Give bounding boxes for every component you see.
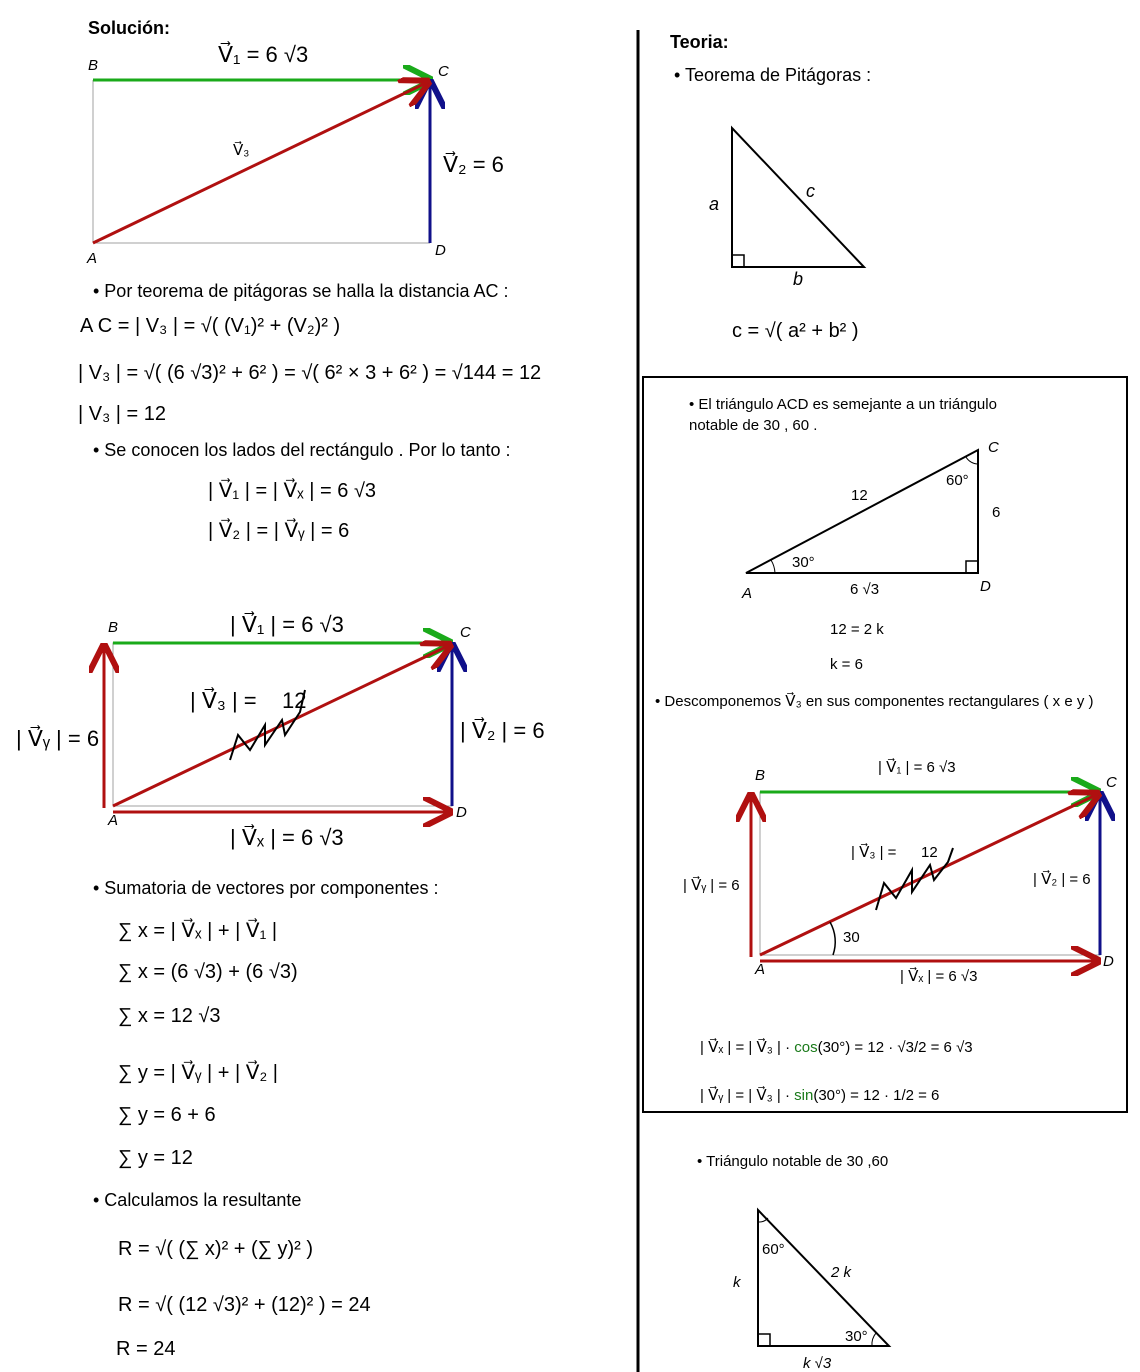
svg-text:V⃗₃: V⃗₃ (233, 142, 250, 159)
notable-triangle (733, 1210, 889, 1372)
svg-text:6: 6 (992, 504, 1001, 521)
bullet-resultant: • Calculamos la resultante (93, 1190, 302, 1210)
svg-text:| V⃗₃ | =: | V⃗₃ | = (190, 688, 257, 713)
vector-diagram-2 (16, 611, 545, 850)
svg-text:V⃗₁ = 6 √3: V⃗₁ = 6 √3 (218, 42, 309, 67)
sin-lhs: | V⃗ᵧ | = | V⃗₃ | · (700, 1087, 790, 1104)
equation-vy-sin (700, 1086, 939, 1104)
resultant-value: R = 24 (116, 1338, 176, 1360)
svg-text:| V⃗ₓ | = 6 √3: | V⃗ₓ | = 6 √3 (900, 968, 978, 985)
svg-text:B: B (88, 57, 99, 74)
solution-title: Solución: (88, 18, 170, 38)
bullet-sum-components: • Sumatoria de vectores por componentes : (93, 878, 439, 898)
svg-text:| V⃗₃ | =: | V⃗₃ | = (851, 844, 897, 861)
sum-y-2: ∑ y = 6 + 6 (118, 1104, 216, 1126)
svg-text:30: 30 (843, 929, 860, 946)
sum-x-3: ∑ x = 12 √3 (118, 1005, 221, 1027)
svg-text:B: B (755, 767, 766, 784)
svg-text:b: b (793, 269, 804, 289)
svg-text:30°: 30° (792, 554, 815, 571)
similar-triangle-text: • El triángulo ACD es semejante a un triángulo (689, 396, 997, 413)
svg-text:| V⃗₂ | = 6: | V⃗₂ | = 6 (1033, 871, 1091, 888)
svg-text:6 √3: 6 √3 (850, 581, 880, 598)
bullet-pythagoras: • Por teorema de pitágoras se halla la distancia AC : (93, 281, 509, 301)
svg-text:A: A (108, 812, 119, 829)
bullet-pythagoras-theorem: • Teorema de Pitágoras : (674, 65, 872, 85)
sum-y-1: ∑ y = | V⃗ᵧ | + | V⃗₂ | (118, 1062, 278, 1084)
resultant-substitution: R = √( (12 √3)² + (12)² ) = 24 (118, 1294, 371, 1316)
sum-x-2: ∑ x = (6 √3) + (6 √3) (118, 961, 298, 983)
svg-text:12: 12 (921, 844, 938, 861)
svg-text:12: 12 (282, 688, 307, 713)
resultant-formula: R = √( (∑ x)² + (∑ y)² ) (118, 1238, 314, 1260)
equation-v2-vy: | V⃗₂ | = | V⃗ᵧ | = 6 (208, 520, 350, 542)
cos-lhs: | V⃗ₓ | = | V⃗₃ | · (700, 1039, 791, 1056)
pythagoras-triangle (709, 128, 864, 289)
similar-triangle-text-cont: notable de 30 , 60 . (689, 417, 818, 434)
svg-text:| V⃗ᵧ | = 6: | V⃗ᵧ | = 6 (683, 877, 740, 894)
cos-function: cos (794, 1039, 818, 1056)
svg-text:D: D (980, 578, 991, 595)
theory-title: Teoria: (670, 32, 729, 52)
equation-ac: A C = | V₃ | = √( (V₁)² + (V₂)² ) (80, 315, 341, 337)
svg-text:30°: 30° (845, 1328, 868, 1345)
equation-v1-vx: | V⃗₁ | = | V⃗ₓ | = 6 √3 (208, 480, 377, 502)
svg-text:C: C (460, 624, 471, 641)
vector-diagram-3 (683, 757, 1117, 985)
svg-text:2 k: 2 k (831, 1264, 852, 1281)
cos-rhs: (30°) = 12 · √3/2 = 6 √3 (817, 1039, 973, 1056)
sin-function: sin (794, 1087, 814, 1104)
svg-text:A: A (755, 961, 766, 978)
svg-text:| V⃗ₓ | = 6 √3: | V⃗ₓ | = 6 √3 (230, 825, 344, 850)
equation-12-2k: 12 = 2 k (830, 621, 884, 638)
svg-text:| V⃗₂ | = 6: | V⃗₂ | = 6 (460, 718, 545, 743)
bullet-notable-triangle: • Triángulo notable de 30 ,60 (697, 1153, 889, 1170)
bullet-rectangle: • Se conocen los lados del rectángulo . Por lo tanto : (93, 440, 511, 460)
pythagoras-formula: c = √( a² + b² ) (732, 320, 859, 342)
sin-rhs: (30°) = 12 · 1/2 = 6 (813, 1087, 940, 1104)
equation-v3-expanded: | V₃ | = √( (6 √3)² + 6² ) = √( 6² × 3 + 6² ) = √144 = 12 (78, 362, 542, 384)
svg-text:| V⃗₁ | = 6 √3: | V⃗₁ | = 6 √3 (878, 759, 956, 776)
svg-text:V⃗₂ = 6: V⃗₂ = 6 (443, 152, 504, 177)
svg-text:B: B (108, 619, 119, 636)
svg-text:C: C (438, 63, 449, 80)
svg-text:C: C (1106, 774, 1117, 791)
similarity-box (643, 377, 1127, 1112)
svg-text:| V⃗ᵧ | = 6: | V⃗ᵧ | = 6 (16, 726, 100, 751)
svg-text:D: D (456, 804, 467, 821)
svg-text:12: 12 (851, 487, 868, 504)
equation-k-6: k = 6 (830, 656, 863, 673)
svg-text:D: D (1103, 953, 1114, 970)
bullet-decompose: • Descomponemos V⃗₃ en sus componentes rectangulares ( x e y ) (655, 693, 1094, 710)
svg-text:60°: 60° (946, 472, 969, 489)
svg-text:k √3: k √3 (803, 1355, 832, 1372)
svg-text:60°: 60° (762, 1241, 785, 1258)
equation-v3-result: | V₃ | = 12 (78, 403, 167, 425)
svg-text:A: A (742, 585, 753, 602)
vector-v3 (93, 82, 428, 243)
svg-text:k: k (733, 1274, 741, 1291)
svg-text:| V⃗₁ | = 6 √3: | V⃗₁ | = 6 √3 (230, 612, 344, 637)
svg-text:c: c (806, 181, 815, 201)
vector-diagram-1 (86, 41, 504, 267)
svg-text:a: a (709, 194, 720, 214)
svg-text:C: C (988, 439, 999, 456)
svg-text:D: D (435, 242, 446, 259)
svg-text:A: A (87, 250, 98, 267)
sum-x-1: ∑ x = | V⃗ₓ | + | V⃗₁ | (118, 920, 278, 942)
sum-y-3: ∑ y = 12 (118, 1147, 193, 1169)
acd-triangle (741, 439, 1000, 602)
equation-vx-cos (700, 1038, 973, 1056)
